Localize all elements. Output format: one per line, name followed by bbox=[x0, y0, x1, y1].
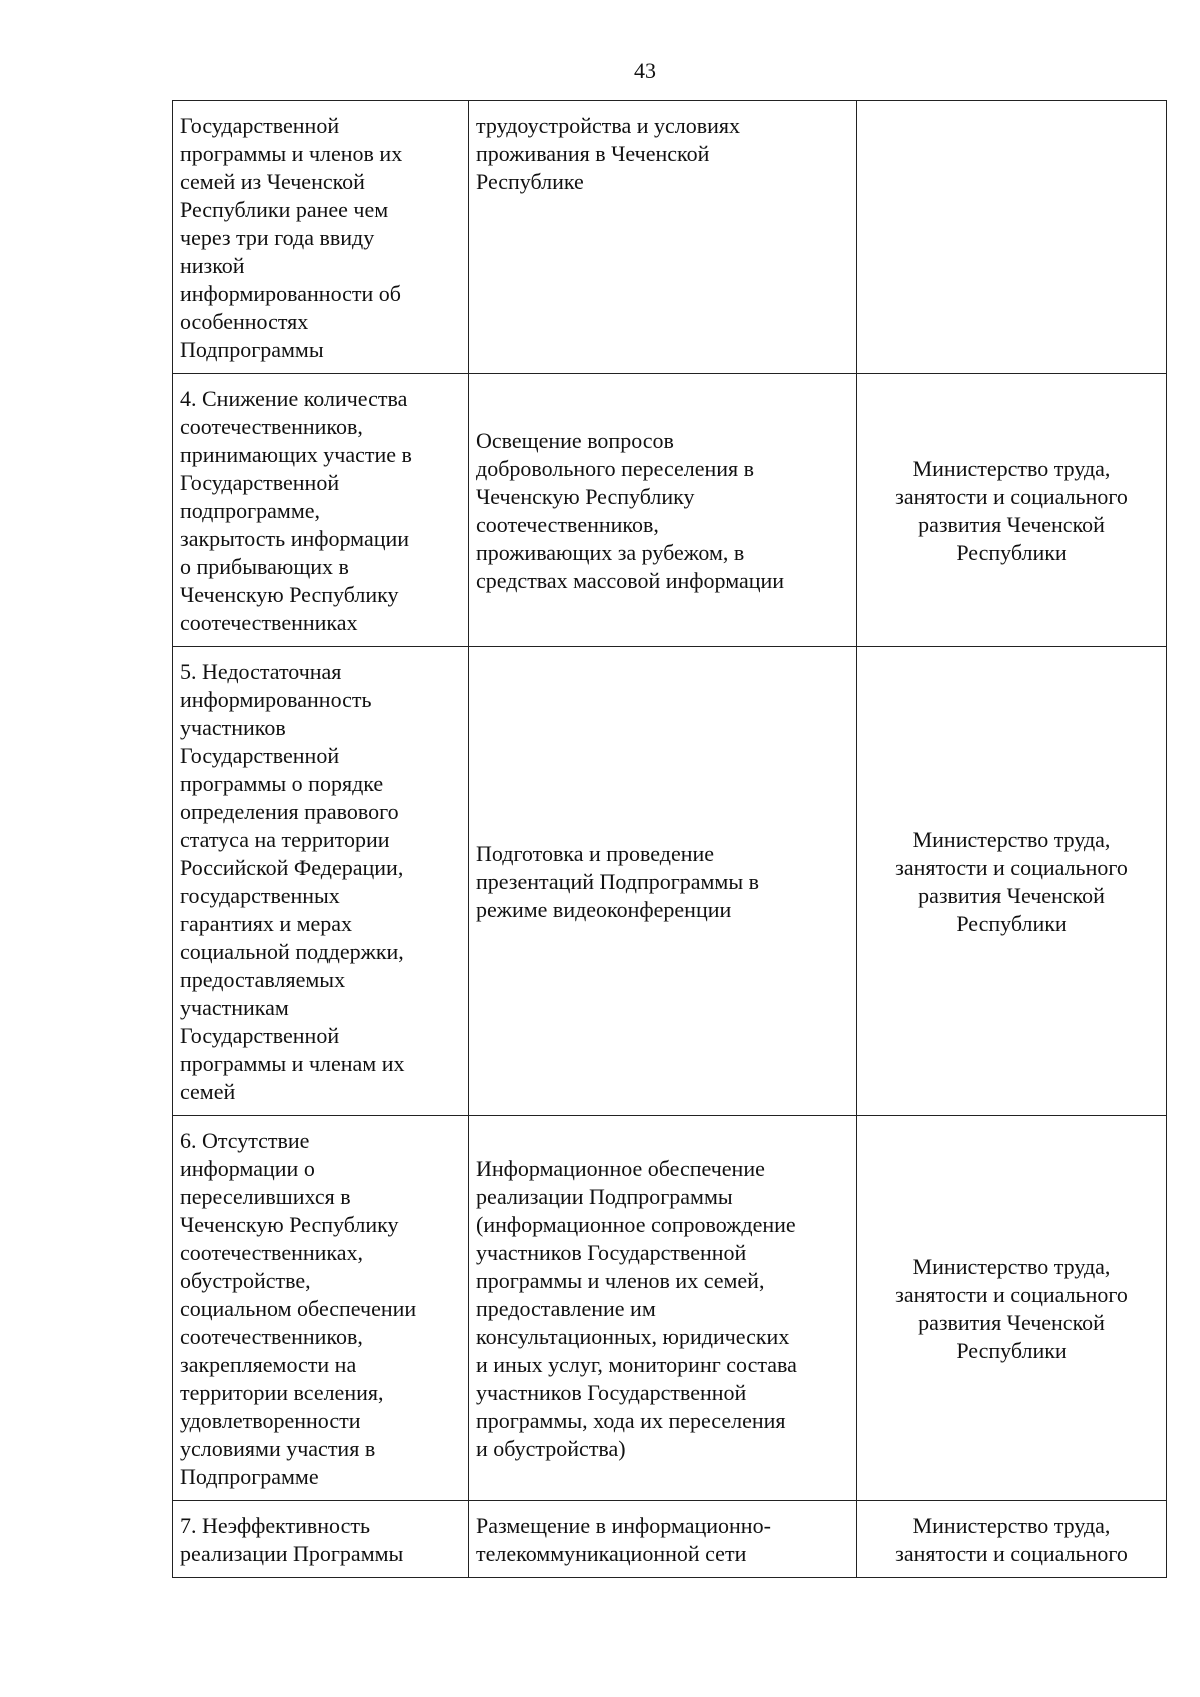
executor-cell bbox=[857, 374, 1167, 647]
risk-cell bbox=[173, 647, 469, 1116]
table-row bbox=[173, 1116, 1167, 1501]
measure-cell bbox=[469, 647, 857, 1116]
table-row bbox=[173, 101, 1167, 374]
risk-text: 5. Недостаточная информированность участников Государственной программы о порядке определения правового статуса на территории Российской Федерации, государственных гарантиях и мерах социальной поддержки, предоставляемых участникам Государственной программы и членам их семей bbox=[180, 659, 405, 1104]
executor-text: Министерство труда, занятости и социального развития Чеченской Республики bbox=[895, 827, 1128, 936]
executor-text: Министерство труда, занятости и социального развития Чеченской Республики bbox=[895, 1254, 1128, 1363]
risk-text: 6. Отсутствие информации о переселившихся в Чеченскую Республику соотечественниках, обустройстве, социальном обеспечении соотечественников, закрепляемости на территории вселения, удовлетворенности условиями участия в Подпрограмме bbox=[180, 1128, 417, 1489]
table-row bbox=[173, 647, 1167, 1116]
measure-text: трудоустройства и условиях проживания в Чеченской Республике bbox=[476, 113, 741, 194]
measure-cell bbox=[469, 1116, 857, 1501]
measure-cell bbox=[469, 374, 857, 647]
executor-cell bbox=[857, 101, 1167, 374]
risk-measures-table bbox=[172, 100, 1167, 1578]
executor-cell bbox=[857, 647, 1167, 1116]
risk-cell bbox=[173, 374, 469, 647]
measure-text: Освещение вопросов добровольного переселения в Чеченскую Республику соотечественников, проживающих за рубежом, в средствах массовой информации bbox=[476, 428, 785, 593]
risk-cell bbox=[173, 1116, 469, 1501]
risk-cell bbox=[173, 101, 469, 374]
executor-text: Министерство труда, занятости и социального bbox=[895, 1513, 1128, 1566]
table-row bbox=[173, 1501, 1167, 1578]
executor-cell bbox=[857, 1116, 1167, 1501]
executor-text: Министерство труда, занятости и социального развития Чеченской Республики bbox=[895, 456, 1128, 565]
risk-text: 7. Неэффективность реализации Программы bbox=[180, 1513, 404, 1566]
measure-text: Подготовка и проведение презентаций Подпрограммы в режиме видеоконференции bbox=[476, 841, 760, 922]
risk-text: 4. Снижение количества соотечественников, принимающих участие в Государственной подпрограмме, закрытость информации о прибывающих в Чеченскую Республику соотечественниках bbox=[180, 386, 412, 635]
measure-cell bbox=[469, 101, 857, 374]
executor-cell bbox=[857, 1501, 1167, 1578]
measure-text: Размещение в информационно- телекоммуникационной сети bbox=[476, 1513, 771, 1566]
measure-cell bbox=[469, 1501, 857, 1578]
table-row bbox=[173, 374, 1167, 647]
risk-cell bbox=[173, 1501, 469, 1578]
risk-text: Государственной программы и членов их семей из Чеченской Республики ранее чем через три года ввиду низкой информированности об особенностях Подпрограммы bbox=[180, 113, 403, 362]
page-number: 43 bbox=[634, 58, 656, 83]
measure-text: Информационное обеспечение реализации Подпрограммы (информационное сопровождение участников Государственной программы и членов их семей, предоставление им консультационных, юридических и иных услуг, мониторинг состава участников Государственной программы, хода их переселения и обустройства) bbox=[476, 1156, 797, 1461]
